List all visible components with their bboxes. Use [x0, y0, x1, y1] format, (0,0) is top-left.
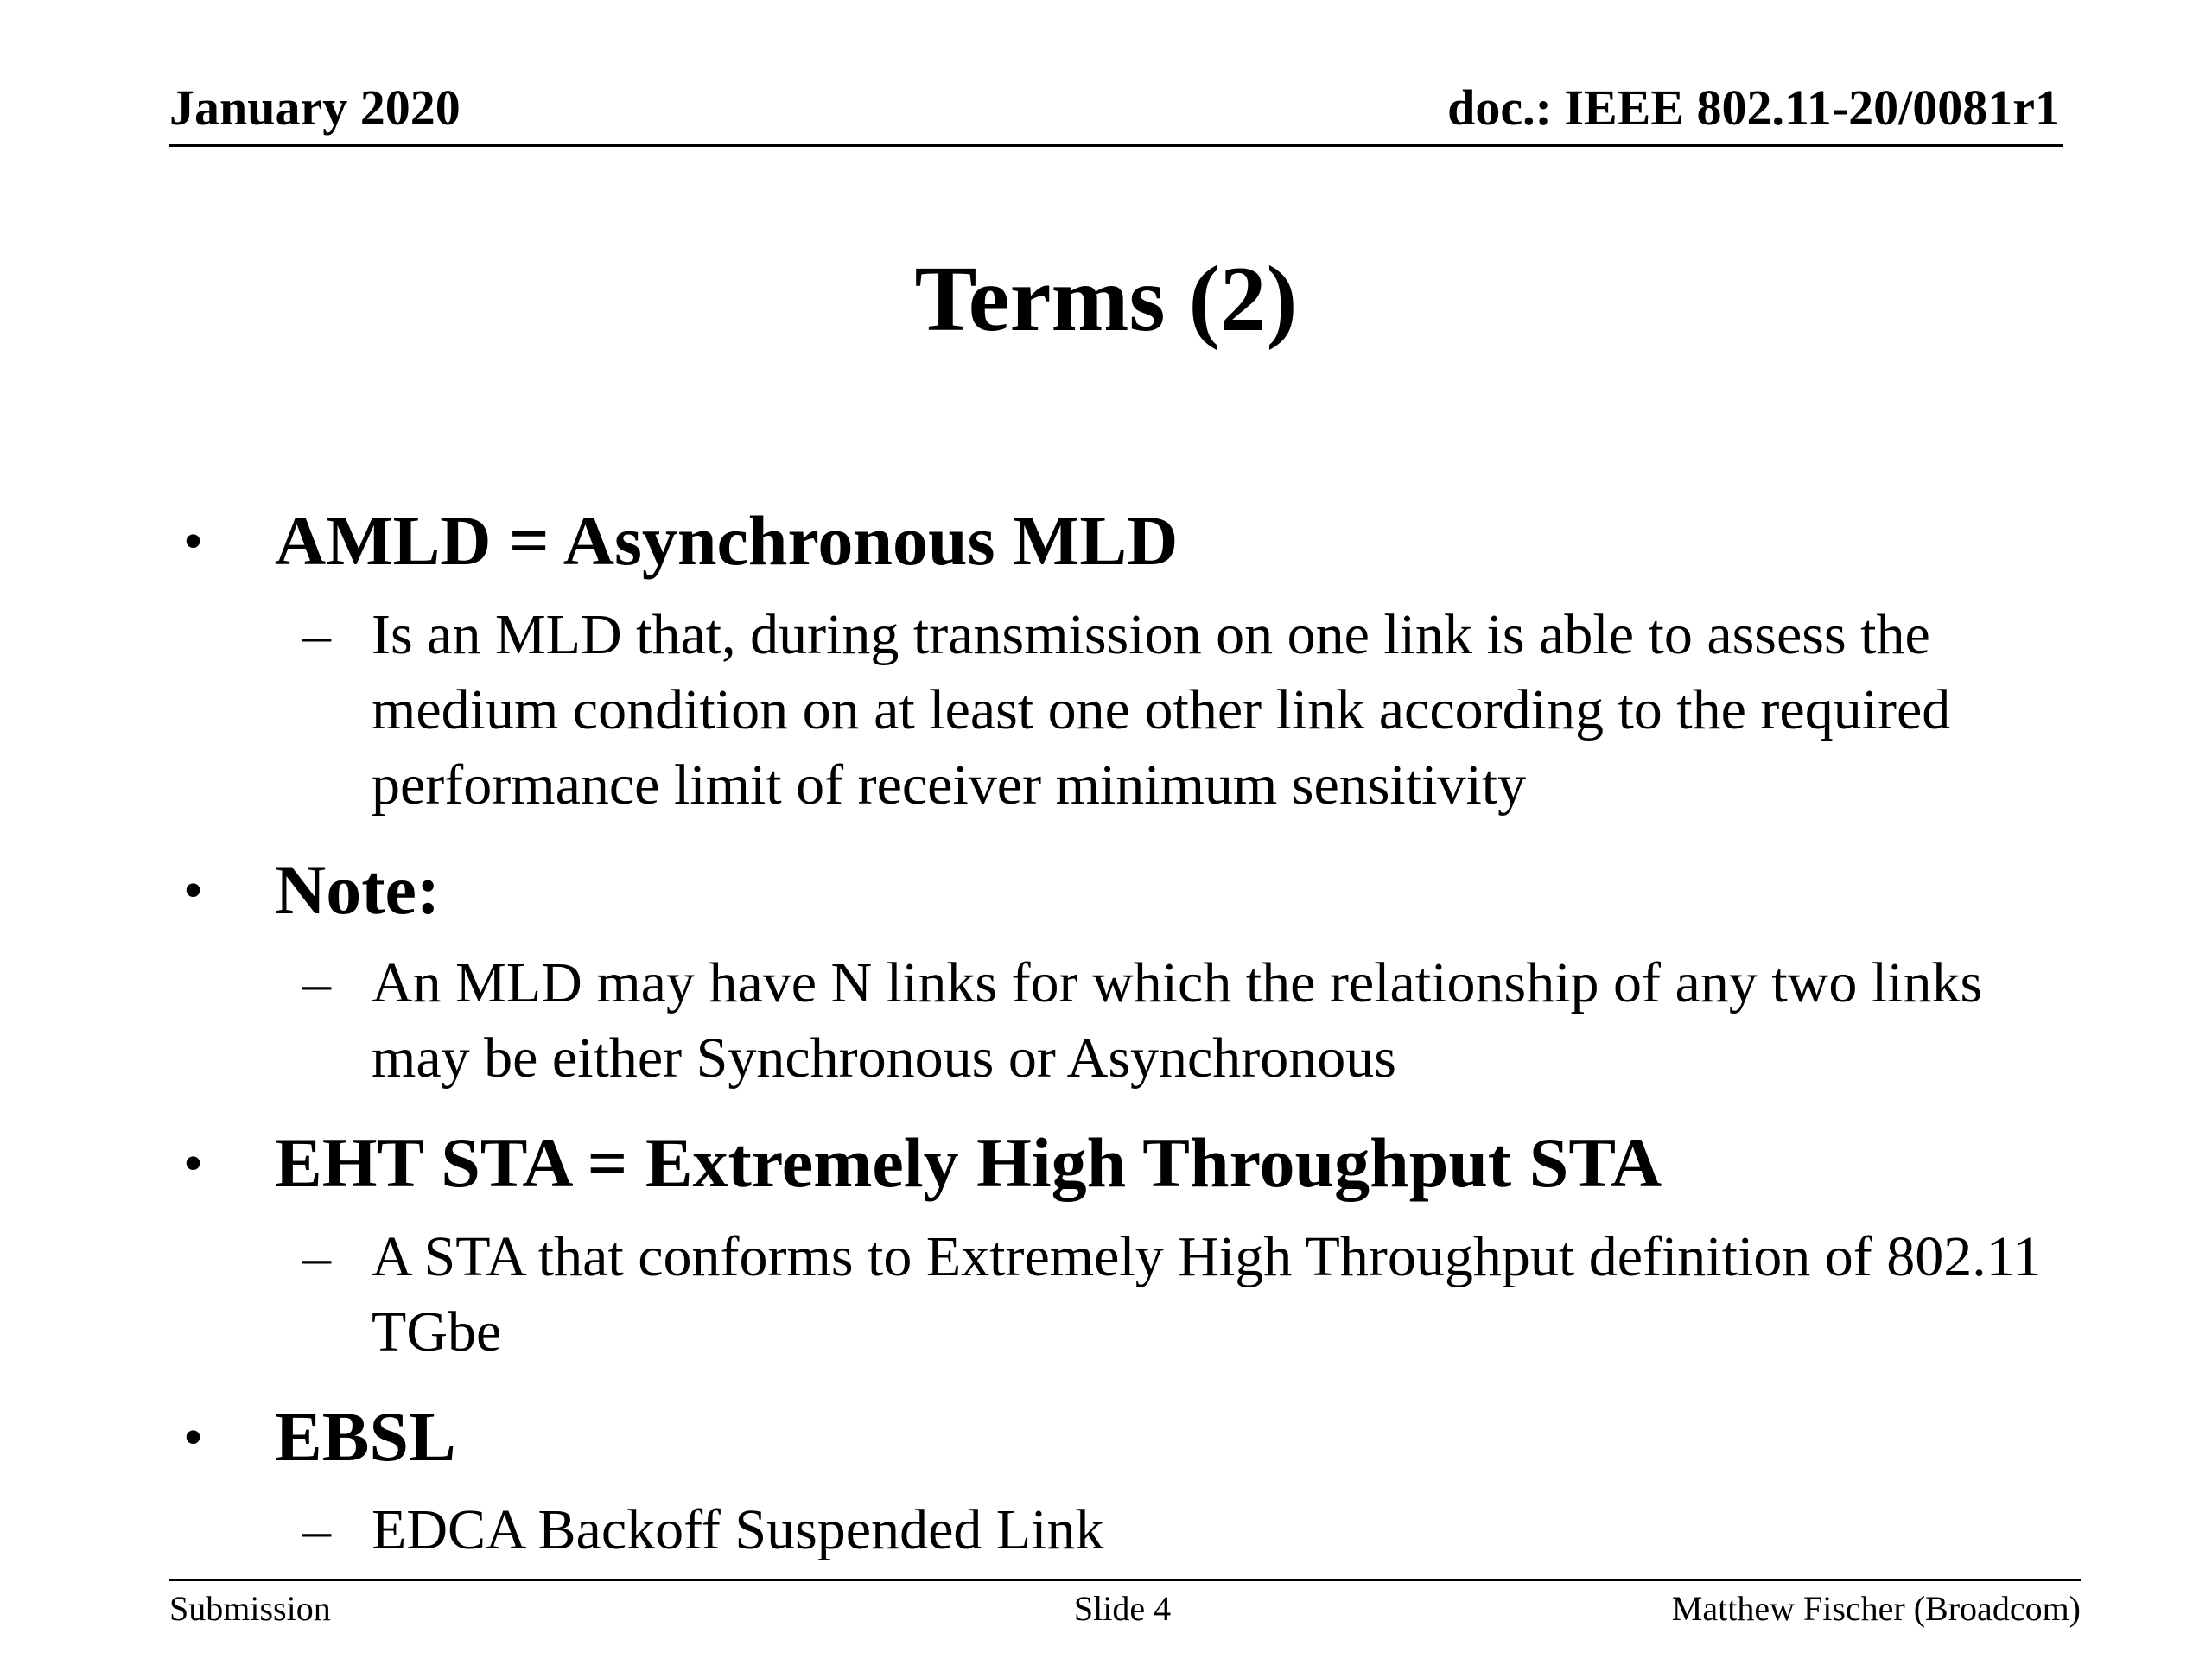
sub-bullet-eht-sta — [302, 1219, 2082, 1370]
footer-slide-number: Slide 4 — [1073, 1589, 1172, 1628]
bullet-term: AMLD = Asynchronous MLD — [275, 501, 1179, 580]
slide-title: Terms (2) — [914, 248, 1298, 351]
bullet-term: EBSL — [275, 1396, 456, 1476]
header-divider — [169, 144, 2063, 147]
sub-bullet-amld — [302, 597, 2082, 823]
slide-body — [183, 503, 2084, 1567]
bullet-marker: • — [183, 1132, 204, 1196]
header-date: January 2020 — [169, 79, 461, 136]
bullet-note — [183, 849, 2084, 929]
sub-bullet-ebsl — [302, 1492, 2082, 1567]
header-doc-id: doc.: IEEE 802.11-20/0081r1 — [1447, 79, 2060, 136]
bullet-marker: • — [183, 1405, 204, 1469]
footer-divider — [169, 1579, 2081, 1581]
bullet-marker: • — [183, 510, 204, 573]
sub-bullet-text: An MLD may have N links for which the relationship of any two links may be either Synchronous or Asynchronous — [372, 951, 1983, 1090]
dash-marker: – — [302, 951, 331, 1015]
sub-bullet-note — [302, 945, 2082, 1096]
sub-bullet-text: A STA that conforms to Extremely High Throughput definition of 802.11 TGbe — [372, 1224, 2042, 1363]
dash-marker: – — [302, 602, 331, 666]
sub-bullet-text: Is an MLD that, during transmission on one link is able to assess the medium condition on at least one other link according to the required performance limit of receiver minimum sensitivity — [372, 602, 1951, 817]
bullet-amld — [183, 503, 2084, 580]
bullet-marker: • — [183, 858, 204, 922]
bullet-term: EHT STA = Extremely High Throughput STA — [275, 1123, 1662, 1203]
footer-author: Matthew Fischer (Broadcom) — [1671, 1589, 2081, 1628]
footer-submission: Submission — [169, 1589, 331, 1628]
bullet-ebsl — [183, 1396, 2084, 1476]
bullet-eht-sta — [183, 1125, 2084, 1202]
bullet-term: Note: — [275, 849, 441, 929]
dash-marker: – — [302, 1498, 331, 1562]
sub-bullet-text: EDCA Backoff Suspended Link — [372, 1498, 1104, 1562]
dash-marker: – — [302, 1224, 331, 1288]
